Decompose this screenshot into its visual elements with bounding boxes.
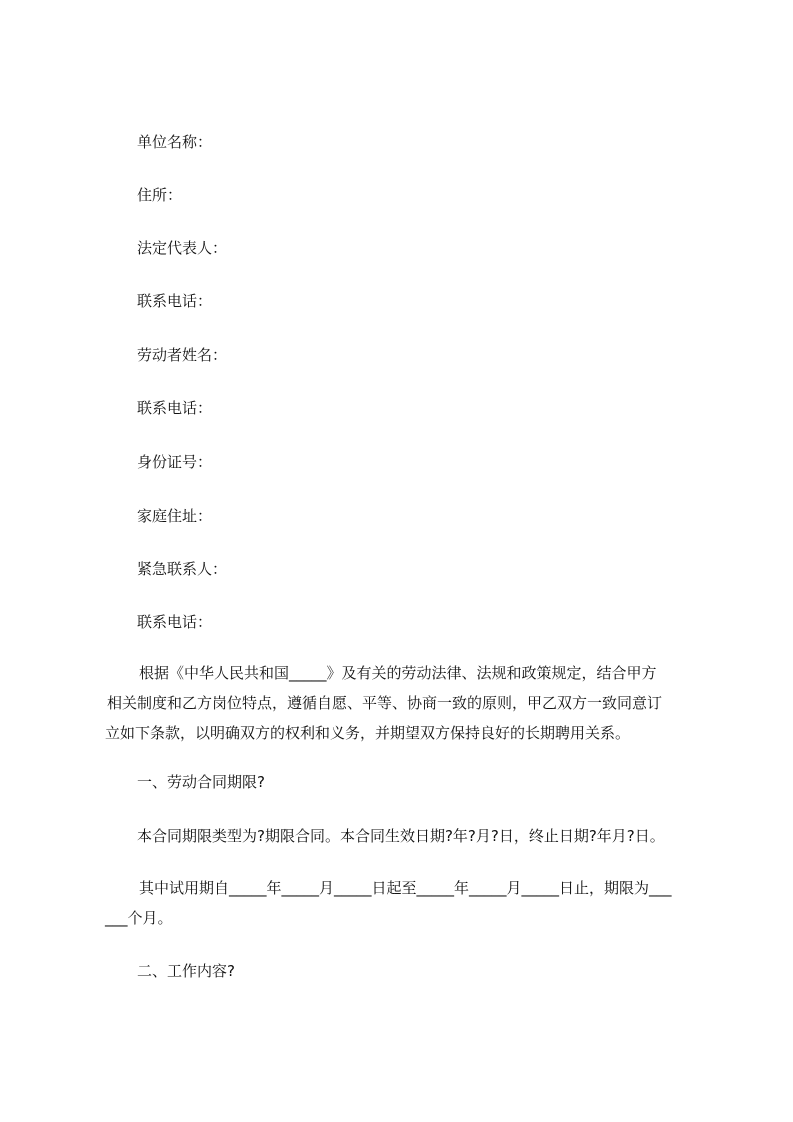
intro-line-3: 立如下条款，以明确双方的权利和义务，并期望双方保持良好的长期聘用关系。 (105, 724, 631, 742)
intro-line-2: 相关制度和乙方岗位特点，遵循自愿、平等、协商一致的原则，甲乙双方一致同意订 (107, 694, 663, 712)
probation-line-1: 其中试用期自_____年_____月_____日起至_____年_____月_____日止，期限为___ (139, 879, 672, 897)
intro-paragraph (105, 658, 685, 748)
contract-term-line: 本合同期限类型为?期限合同。本合同生效日期?年?月?日，终止日期?年月?日。 (137, 827, 665, 845)
field-employer-name: 单位名称： (137, 133, 213, 151)
field-employee-name: 劳动者姓名： (137, 346, 228, 364)
field-emergency-phone: 联系电话： (137, 613, 213, 631)
section-1-heading: 一、劳动合同期限? (137, 773, 265, 791)
probation-paragraph (105, 873, 685, 933)
section-2-heading: 二、工作内容? (137, 962, 235, 980)
field-legal-representative: 法定代表人： (137, 239, 228, 257)
field-employer-phone: 联系电话： (137, 292, 213, 310)
intro-line-1: 根据《中华人民共和国_____》及有关的劳动法律、法规和政策规定，结合甲方 (139, 664, 657, 682)
field-address: 住所： (137, 186, 183, 204)
field-home-address: 家庭住址： (137, 507, 213, 525)
field-id-number: 身份证号： (137, 453, 213, 471)
field-employee-phone: 联系电话： (137, 399, 213, 417)
probation-line-2: ___个月。 (105, 909, 173, 927)
field-emergency-contact: 紧急联系人： (137, 560, 228, 578)
